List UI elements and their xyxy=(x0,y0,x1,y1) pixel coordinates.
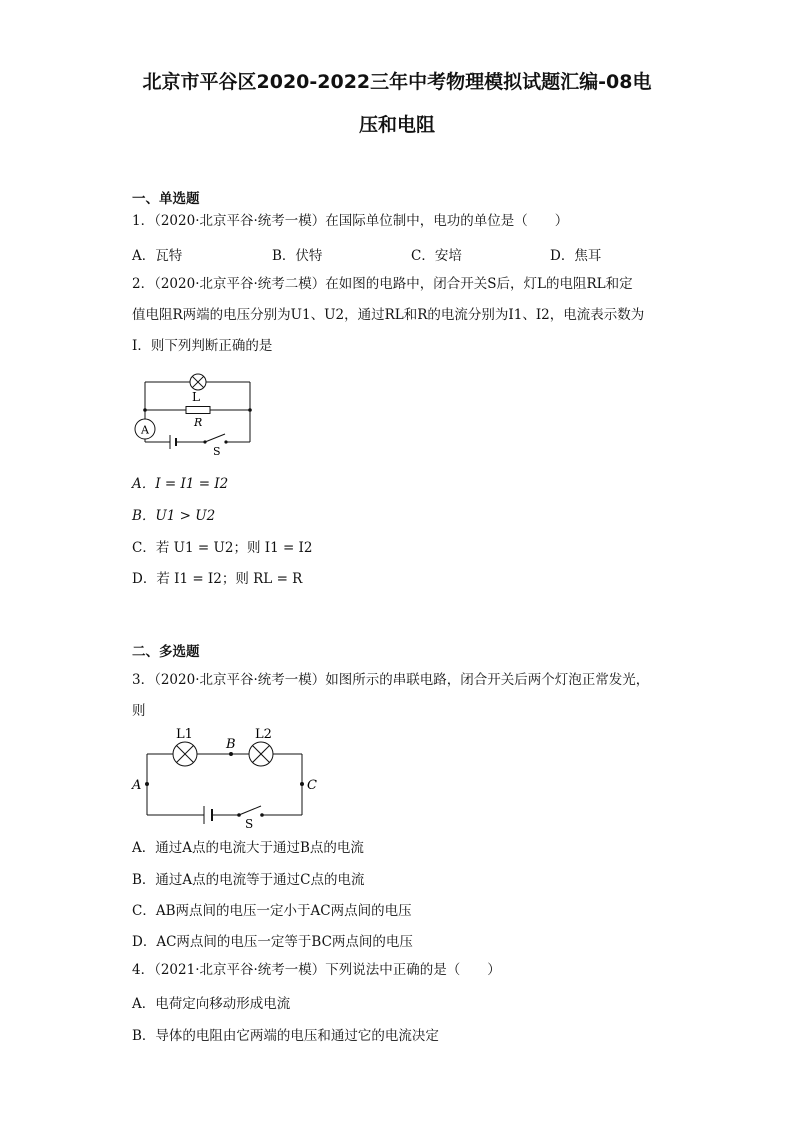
q1-option-b: B．伏特 xyxy=(272,248,323,264)
lamp-2-label: L2 xyxy=(255,727,272,742)
section-heading-single-choice: 一、单选题 xyxy=(132,191,200,207)
point-a-label: A xyxy=(132,778,142,793)
q2-circuit-diagram xyxy=(128,366,263,458)
point-c-label: C xyxy=(307,778,317,793)
battery-symbol xyxy=(204,806,212,824)
q4-option-a: A．电荷定向移动形成电流 xyxy=(132,996,291,1012)
q2-option-d: D．若 I1 = I2；则 RL = R xyxy=(132,571,303,587)
q2-option-a: A．I = I1 = I2 xyxy=(132,476,229,492)
point-b-label: B xyxy=(226,737,236,752)
q2-option-c: C．若 U1 = U2；则 I1 = I2 xyxy=(132,540,313,556)
q2-stem-line-3: I．则下列判断正确的是 xyxy=(132,338,273,354)
document-title-line-1: 北京市平谷区2020-2022三年中考物理模拟试题汇编-08电 xyxy=(142,71,652,93)
q1-option-a: A．瓦特 xyxy=(132,248,183,264)
q2-stem-line-1: 2．（2020·北京平谷·统考二模）在如图的电路中，闭合开关S后，灯L的电阻RL和定 xyxy=(132,276,633,292)
q3-stem-line-2: 则 xyxy=(132,703,146,719)
q1-stem: 1．（2020·北京平谷·统考一模）在国际单位制中，电功的单位是（ ） xyxy=(132,213,569,229)
q1-option-d: D．焦耳 xyxy=(550,248,602,264)
ammeter-symbol xyxy=(135,419,155,439)
resistor-symbol xyxy=(186,407,210,414)
lamp-1-label: L1 xyxy=(176,727,193,742)
q1-option-c: C．安培 xyxy=(411,248,462,264)
q3-option-a: A．通过A点的电流大于通过B点的电流 xyxy=(132,840,364,856)
lamp-1-symbol xyxy=(173,742,197,766)
ammeter-label: A xyxy=(141,423,149,437)
q3-stem-line-1: 3．（2020·北京平谷·统考一模）如图所示的串联电路，闭合开关后两个灯泡正常发光， xyxy=(132,672,650,688)
section-heading-multiple-choice: 二、多选题 xyxy=(132,644,200,660)
q3-option-b: B．通过A点的电流等于通过C点的电流 xyxy=(132,872,365,888)
q2-option-b: B．U1 > U2 xyxy=(132,508,216,524)
q3-option-c: C．AB两点间的电压一定小于AC两点间的电压 xyxy=(132,903,412,919)
resistor-label: R xyxy=(194,416,203,429)
switch-symbol xyxy=(237,806,264,817)
switch-label: S xyxy=(245,817,254,830)
switch-label: S xyxy=(213,445,221,458)
lamp-symbol xyxy=(190,374,206,390)
q3-option-d: D．AC两点间的电压一定等于BC两点间的电压 xyxy=(132,934,413,950)
lamp-label: L xyxy=(192,390,200,404)
q3-circuit-diagram xyxy=(128,722,328,830)
lamp-2-symbol xyxy=(249,742,273,766)
q4-stem: 4．（2021·北京平谷·统考一模）下列说法中正确的是（ ） xyxy=(132,962,501,978)
q4-option-b: B．导体的电阻由它两端的电压和通过它的电流决定 xyxy=(132,1028,439,1044)
battery-symbol xyxy=(170,435,176,449)
q2-stem-line-2: 值电阻R两端的电压分别为U1、U2，通过RL和R的电流分别为I1、I2，电流表示数为 xyxy=(132,307,645,323)
document-title-line-2: 压和电阻 xyxy=(358,114,435,136)
switch-symbol xyxy=(203,434,227,444)
